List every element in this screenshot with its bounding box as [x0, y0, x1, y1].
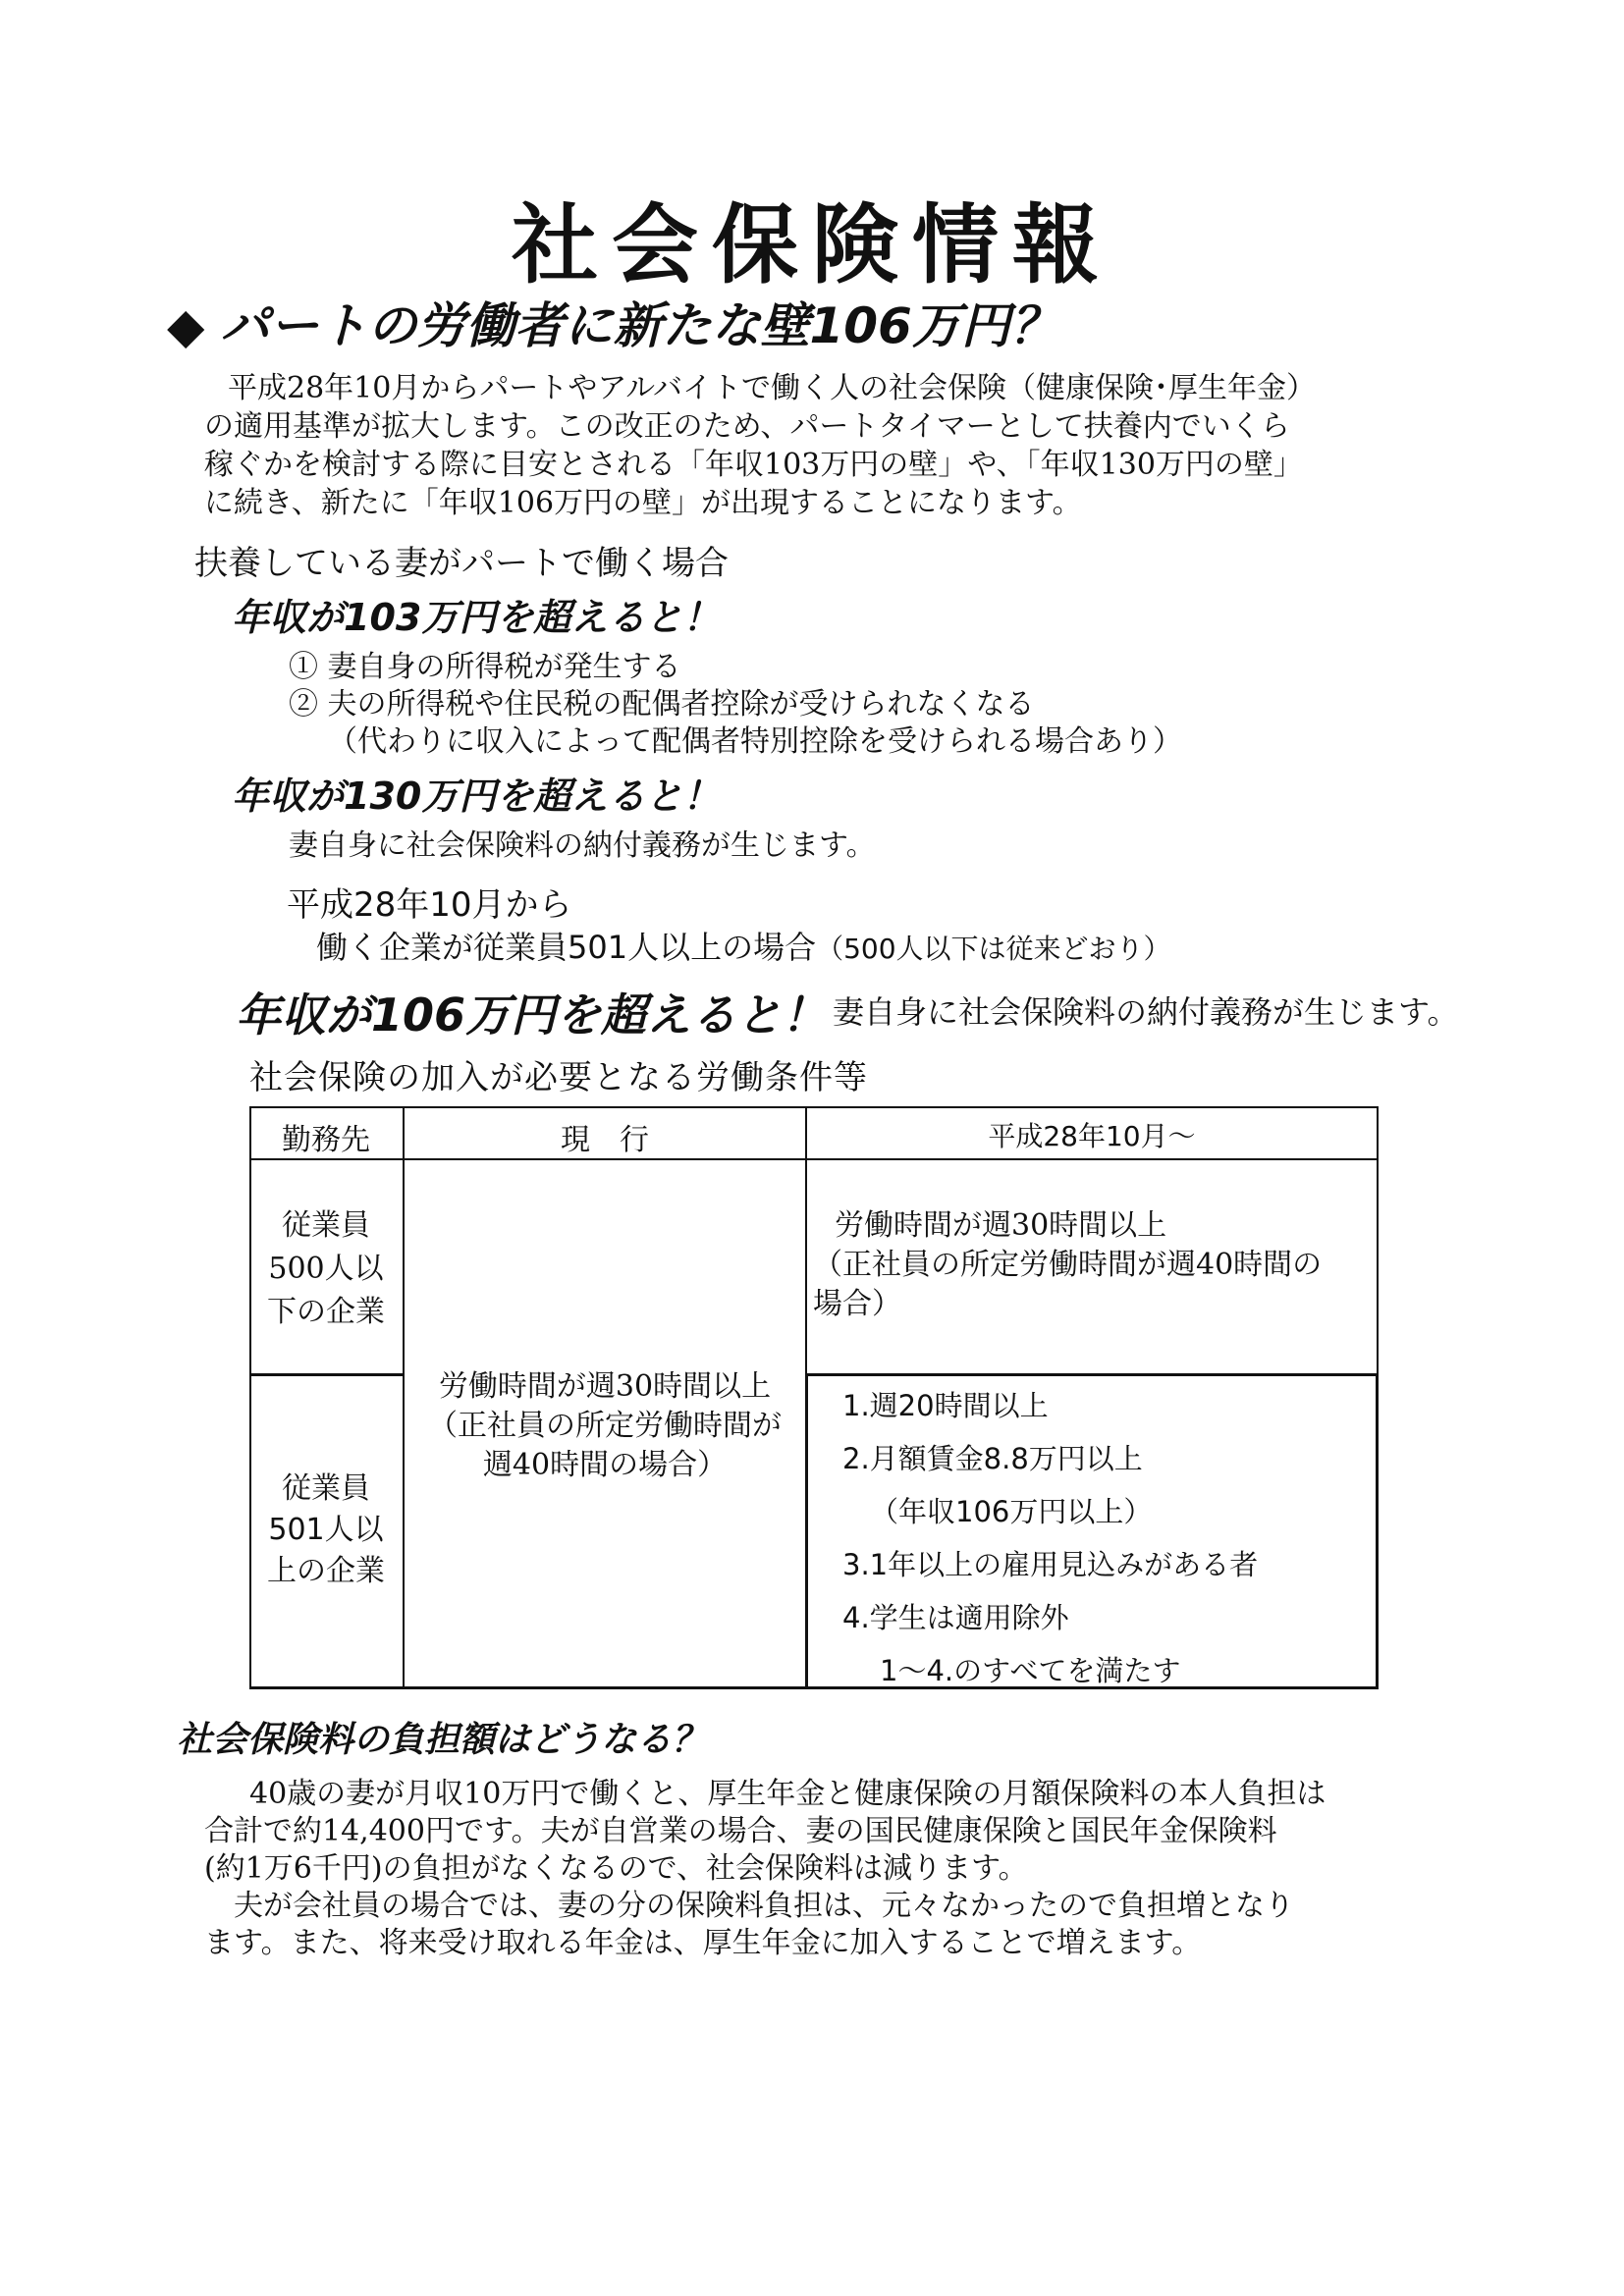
intro-line-2: の適用基準が拡大します。この改正のため、パートタイマーとして扶養内でいくら [204, 409, 1290, 444]
headline [167, 287, 1059, 357]
row1-label-line: 従業員 [282, 1208, 370, 1243]
table-row-divider-label [249, 1373, 404, 1376]
table-header-workplace: 勤務先 [282, 1123, 370, 1157]
row1-label-line: 500人以 [268, 1252, 384, 1286]
cond-103-item-1: ① 妻自身の所得税が発生する [289, 650, 681, 684]
h28-condition-text: 働く企業が従業員501人以上の場合 [316, 929, 817, 966]
row1-label [249, 1204, 403, 1334]
cond-103-item-3: （代わりに収入によって配偶者特別控除を受けられる場合あり） [328, 724, 1182, 759]
conditions-table [249, 1106, 1379, 1688]
diamond-bullet-icon: ◆ [167, 297, 205, 354]
row1-label-line: 下の企業 [267, 1295, 385, 1329]
burden-line-4: 夫が会社員の場合では、妻の分の保険料負担は、元々なかったので負担増となり [234, 1889, 1294, 1923]
table-header-current: 現 行 [561, 1123, 649, 1157]
row1-new-line: 場合） [813, 1287, 901, 1321]
table-box-left [805, 1373, 808, 1688]
row2-new-line: 3.1年以上の雇用見込みがある者 [842, 1548, 1259, 1581]
row1-new-cell [813, 1206, 1322, 1324]
cond-130-heading: 年収が130万円を超えると！ [232, 774, 721, 818]
current-line: 週40時間の場合） [482, 1448, 728, 1482]
h28-from: 平成28年10月から [287, 885, 572, 925]
burden-line-1: 40歳の妻が月収10万円で働くと、厚生年金と健康保険の月額保険料の本人負担は [249, 1777, 1326, 1811]
cond-130-text: 妻自身に社会保険料の納付義務が生じます。 [289, 828, 876, 863]
table-caption: 社会保険の加入が必要となる労働条件等 [249, 1058, 868, 1097]
intro-line-3: 稼ぐかを検討する際に目安とされる「年収103万円の壁」や、「年収130万円の壁」 [204, 448, 1303, 482]
current-line: （正社員の所定労働時間が [428, 1409, 782, 1443]
burden-heading: 社会保険料の負担額はどうなる？ [177, 1720, 708, 1760]
intro-line-1: 平成28年10月からパートやアルバイトで働く人の社会保険（健康保険･厚生年金） [228, 371, 1317, 405]
row2-new-line: 4.学生は適用除外 [842, 1601, 1069, 1634]
headline-text: パートの労働者に新たな壁106万円？ [220, 297, 1059, 354]
row1-new-line: （正社員の所定労働時間が週40時間の [813, 1248, 1323, 1282]
burden-line-3: (約1万6千円)の負担がなくなるので、社会保険料は減ります。 [204, 1851, 1028, 1886]
cond-106-text: 妻自身に社会保険料の納付義務が生じます。 [833, 993, 1459, 1031]
row2-label-line: 501人以 [268, 1513, 384, 1547]
row2-new-line: 2.月額賃金8.8万円以上 [842, 1442, 1143, 1475]
burden-line-2: 合計で約14,400円です。夫が自営業の場合、妻の国民健康保険と国民年金保険料 [204, 1814, 1277, 1848]
intro-line-4: に続き、新たに「年収106万円の壁」が出現することになります。 [204, 486, 1082, 520]
current-cell [405, 1367, 805, 1485]
spouse-heading: 扶養している妻がパートで働く場合 [194, 544, 729, 583]
table-border-top [249, 1106, 1379, 1108]
table-header-divider [249, 1158, 1379, 1160]
row2-new-line: 1～4.のすべてを満たす [880, 1654, 1181, 1687]
page-title: 社会保険情報 [511, 194, 1112, 295]
row2-new-line: 1.週20時間以上 [842, 1389, 1049, 1422]
row1-new-line: 労働時間が週30時間以上 [835, 1208, 1167, 1243]
burden-line-5: ます。また、将来受け取れる年金は、厚生年金に加入することで増えます。 [204, 1926, 1202, 1960]
current-line: 労働時間が週30時間以上 [438, 1369, 772, 1404]
cond-106-heading: 年収が106万円を超えると！ [236, 988, 828, 1041]
table-box-right [1376, 1373, 1379, 1688]
table-header-h28: 平成28年10月～ [988, 1120, 1196, 1152]
h28-condition-note: （500人以下は従来どおり） [816, 933, 1171, 965]
table-border-left [249, 1106, 251, 1688]
row2-new-cell [842, 1379, 1258, 1697]
h28-condition [316, 923, 1171, 968]
row2-label-line: 従業員 [282, 1471, 370, 1506]
row2-new-line: （年収106万円以上） [870, 1495, 1153, 1528]
row2-label [249, 1468, 403, 1592]
table-row-divider-new [805, 1373, 1379, 1376]
row2-label-line: 上の企業 [267, 1554, 385, 1588]
cond-103-item-2: ② 夫の所得税や住民税の配偶者控除が受けられなくなる [289, 687, 1035, 721]
cond-103-heading: 年収が103万円を超えると！ [232, 596, 721, 639]
